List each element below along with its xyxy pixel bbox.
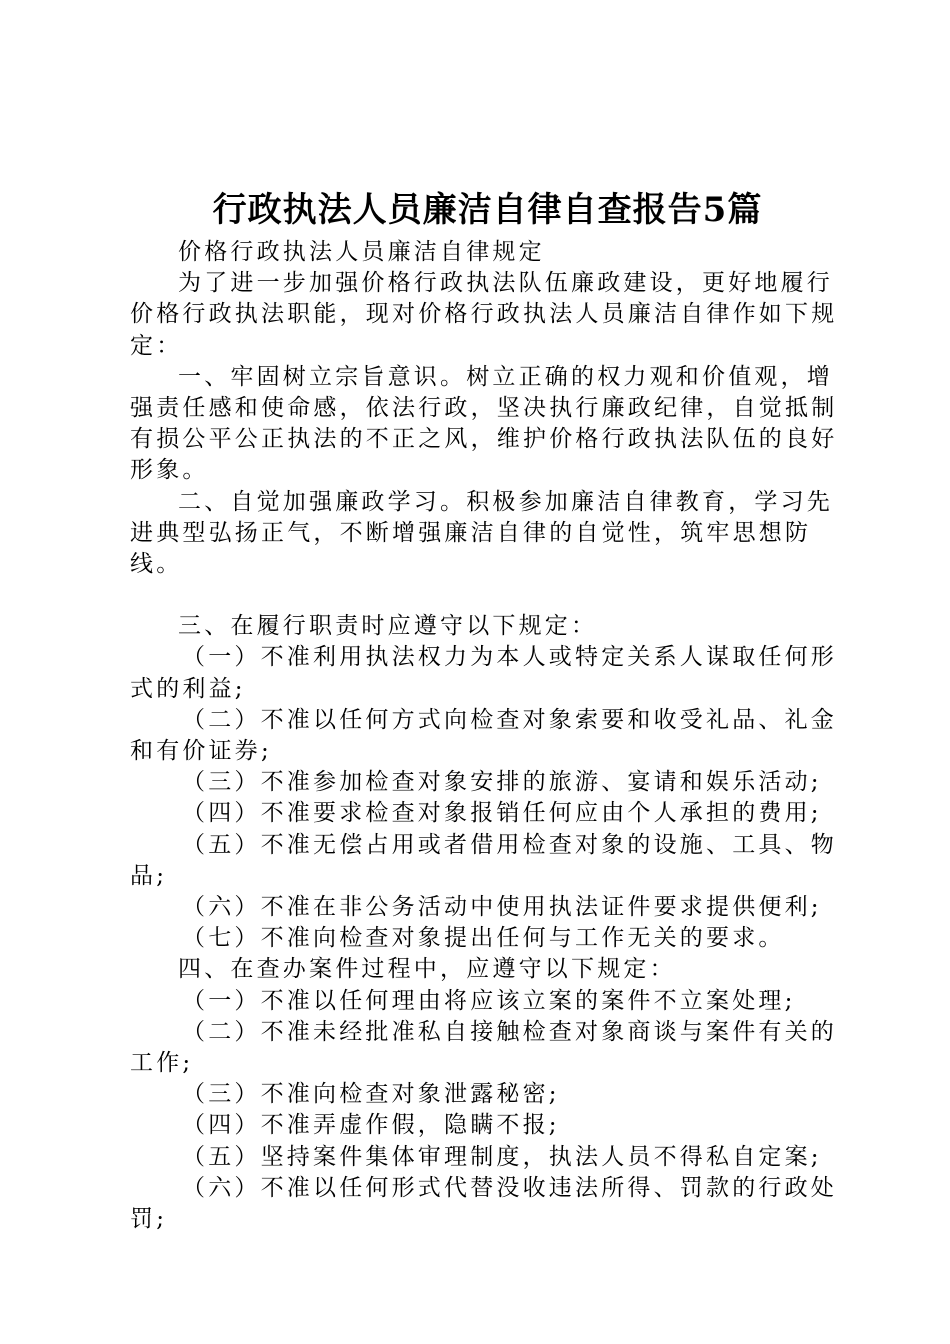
list-item: （七）不准向检查对象提出任何与工作无关的要求。 xyxy=(182,925,785,952)
paragraph-section-2: 二、自觉加强廉政学习。积极参加廉洁自律教育，学习先进典型弘扬正气，不断增强廉洁自律的自觉性，筑牢思想防线。 xyxy=(130,488,833,578)
document-page xyxy=(130,185,845,1235)
list-item: （三）不准向检查对象泄露秘密; xyxy=(182,1081,560,1108)
list-item: （二）不准以任何方式向检查对象索要和收受礼品、礼金和有价证券; xyxy=(130,706,837,765)
document-body xyxy=(130,237,845,1235)
list-item: （三）不准参加检查对象安排的旅游、宴请和娱乐活动; xyxy=(182,769,822,796)
list-item: （四）不准弄虚作假，隐瞒不报; xyxy=(182,1112,560,1139)
paragraph-heading: 价格行政执法人员廉洁自律规定 xyxy=(178,239,545,265)
list-item: （六）不准以任何形式代替没收违法所得、罚款的行政处罚; xyxy=(130,1174,837,1233)
document-title: 行政执法人员廉洁自律自查报告5篇 xyxy=(212,190,763,230)
paragraph-section-1: 一、牢固树立宗旨意识。树立正确的权力观和价值观，增强责任感和使命感，依法行政，坚决执行廉政纪律，自觉抵制有损公平公正执法的不正之风，维护价格行政执法队伍的良好形象。 xyxy=(130,363,838,484)
list-item: （二）不准未经批准私自接触检查对象商谈与案件有关的工作; xyxy=(130,1018,837,1077)
paragraph-section-3: 三、在履行职责时应遵守以下规定： xyxy=(178,613,598,640)
list-item: （五）不准无偿占用或者借用检查对象的设施、工具、物品; xyxy=(130,831,837,889)
list-item: （一）不准利用执法权力为本人或特定关系人谋取任何形式的利益; xyxy=(130,644,837,702)
blank-line xyxy=(130,580,845,611)
paragraph-intro: 为了进一步加强价格行政执法队伍廉政建设，更好地履行价格行政执法职能，现对价格行政执法人员廉洁自律作如下规定： xyxy=(130,270,838,359)
list-item: （四）不准要求检查对象报销任何应由个人承担的费用; xyxy=(182,800,822,827)
list-item: （五）坚持案件集体审理制度，执法人员不得私自定案; xyxy=(182,1143,822,1170)
list-item: （六）不准在非公务活动中使用执法证件要求提供便利; xyxy=(182,894,822,921)
list-item: （一）不准以任何理由将应该立案的案件不立案处理; xyxy=(182,987,796,1014)
paragraph-section-4: 四、在查办案件过程中，应遵守以下规定： xyxy=(178,956,676,983)
